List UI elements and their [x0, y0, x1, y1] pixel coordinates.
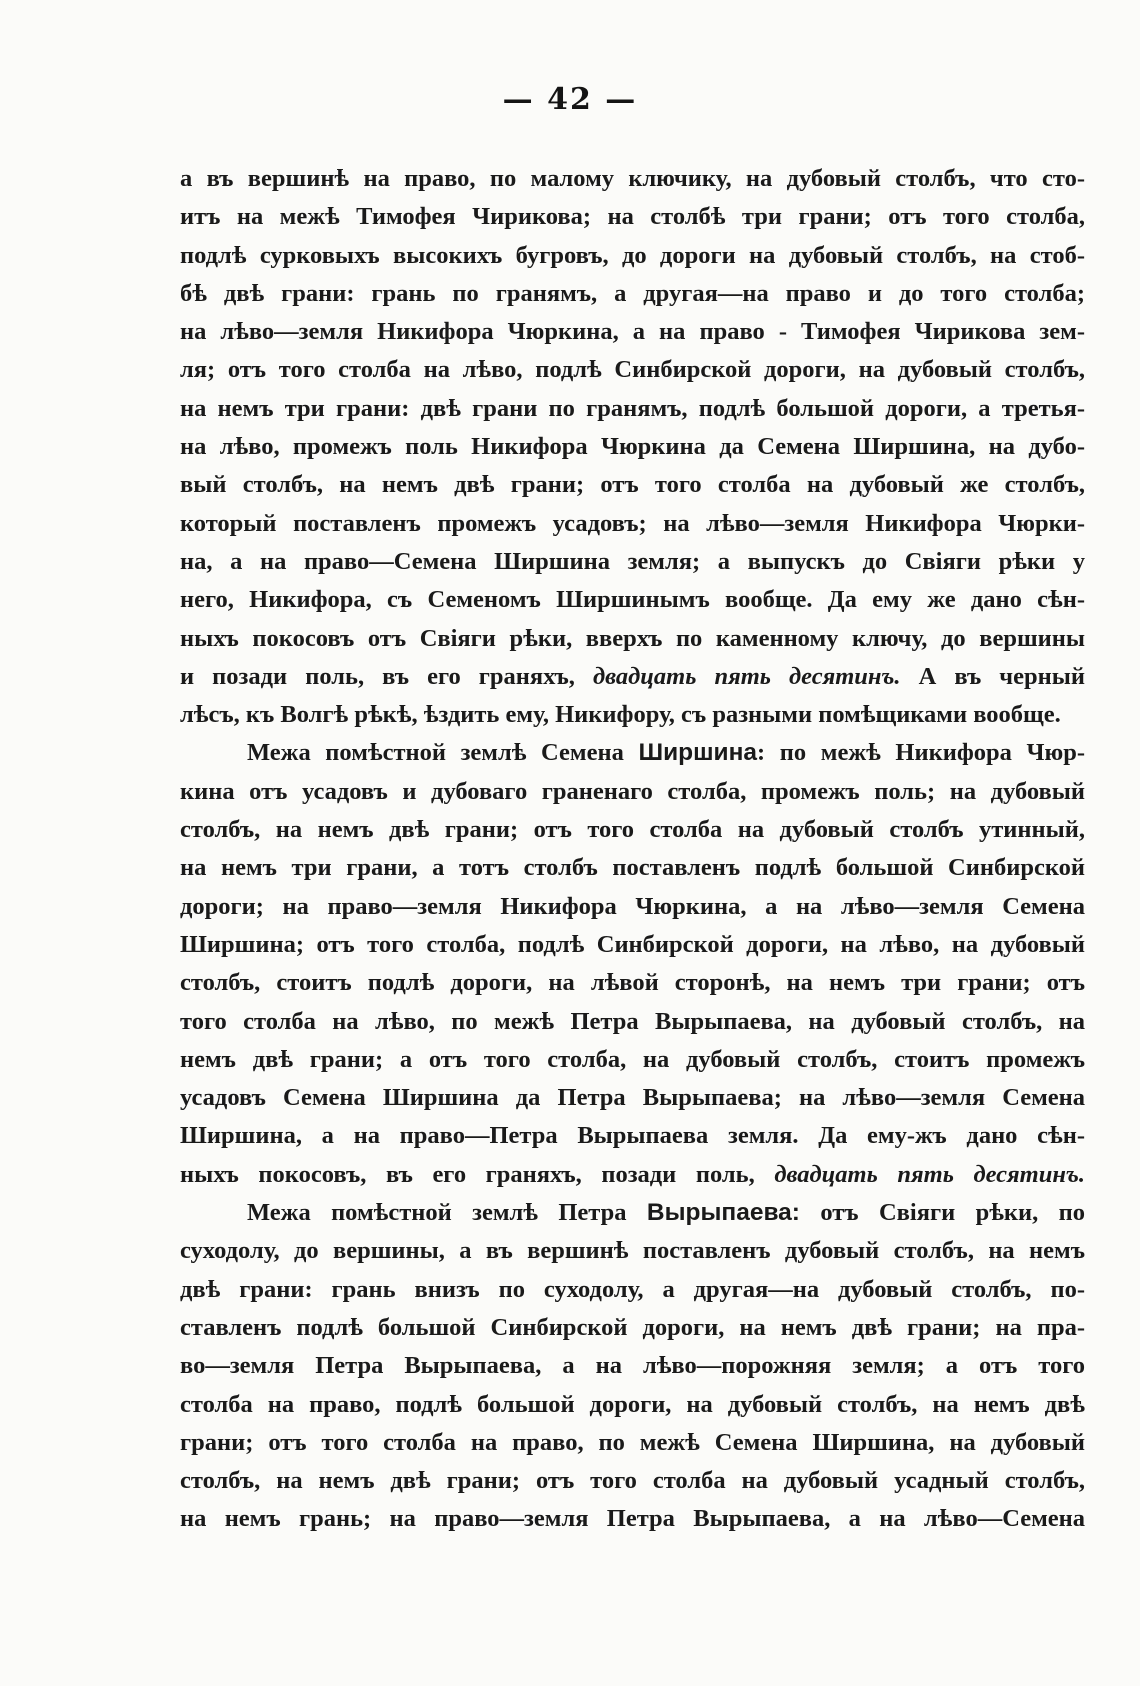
text-line — [180, 160, 1085, 198]
text-segment: на немъ три грани: двѣ грани по гранямъ, подлѣ большой дороги, а третья- — [180, 394, 1085, 422]
text-segment: столбъ, на немъ двѣ грани; отъ того столба на дубовый усадный столбъ, — [180, 1467, 1085, 1495]
text-line — [180, 1003, 1085, 1041]
text-line — [180, 1194, 1085, 1232]
page-number: — 42 — — [502, 82, 638, 117]
text-line — [180, 1500, 1085, 1538]
text-segment: столбъ, стоитъ подлѣ дороги, на лѣвой сторонѣ, на немъ три грани; отъ — [180, 969, 1085, 997]
surname-heading: Ширшина — [638, 739, 758, 767]
text-segment: ставленъ подлѣ большой Синбирской дороги, на немъ двѣ грани; на пра- — [180, 1313, 1085, 1341]
text-segment: на лѣво, промежъ поль Никифора Чюркина да Семена Ширшина, на дубо- — [180, 433, 1085, 461]
text-segment: немъ двѣ грани; а отъ того столба, на дубовый столбъ, стоитъ промежъ — [180, 1045, 1085, 1073]
text-segment: столба на право, подлѣ большой дороги, на дубовый столбъ, на немъ двѣ — [180, 1390, 1085, 1418]
text-line — [180, 275, 1085, 313]
text-line — [180, 926, 1085, 964]
text-line — [180, 1271, 1085, 1309]
text-line — [180, 811, 1085, 849]
text-segment: Межа помѣстной землѣ Семена — [247, 739, 639, 767]
text-line — [180, 1347, 1085, 1385]
text-segment: того столба на лѣво, по межѣ Петра Вырыпаева, на дубовый столбъ, на — [180, 1007, 1085, 1035]
text-segment: : по межѣ Никифора Чюр- — [757, 739, 1085, 767]
text-line — [180, 390, 1085, 428]
text-segment: двѣ грани: грань внизъ по суходолу, а другая—на дубовый столбъ, по- — [180, 1275, 1085, 1303]
body-text — [180, 160, 1085, 1539]
text-line — [180, 505, 1085, 543]
text-segment: дороги; на право—земля Никифора Чюркина, а на лѣво—земля Семена — [180, 892, 1085, 920]
text-segment: него, Никифора, съ Семеномъ Ширшинымъ вообще. Да ему же дано сѣн- — [180, 586, 1085, 614]
text-segment: усадовъ Семена Ширшина да Петра Вырыпаева; на лѣво—земля Семена — [180, 1084, 1085, 1112]
text-line — [180, 1386, 1085, 1424]
text-segment: лѣсъ, къ Волгѣ рѣкѣ, ѣздить ему, Никифору, съ разными помѣщиками вообще. — [180, 701, 1061, 729]
text-line — [180, 964, 1085, 1002]
text-line — [180, 1041, 1085, 1079]
text-line — [180, 198, 1085, 236]
text-line — [180, 734, 1085, 772]
text-line — [180, 313, 1085, 351]
text-segment: ныхъ покосовъ отъ Свіяги рѣки, вверхъ по каменному ключу, до вершины — [180, 624, 1085, 652]
text-line — [180, 1079, 1085, 1117]
text-segment: на немъ грань; на право—земля Петра Вырыпаева, а на лѣво—Семена — [180, 1505, 1085, 1533]
text-segment: ля; отъ того столба на лѣво, подлѣ Синбирской дороги, на дубовый столбъ, — [180, 356, 1085, 384]
text-segment: Ширшина, а на право—Петра Вырыпаева земля. Да ему-жъ дано сѣн- — [180, 1122, 1085, 1150]
text-segment: Ширшина; отъ того столба, подлѣ Синбирской дороги, на лѣво, на дубовый — [180, 930, 1085, 958]
text-segment: бѣ двѣ грани: грань по гранямъ, а другая—на право и до того столба; — [180, 279, 1085, 307]
text-segment: столбъ, на немъ двѣ грани; отъ того столба на дубовый столбъ утинный, — [180, 816, 1085, 844]
text-segment: Межа помѣстной землѣ Петра — [247, 1199, 647, 1227]
text-segment: кина отъ усадовъ и дубоваго граненаго столба, промежъ поль; на дубовый — [180, 777, 1085, 805]
text-segment: итъ на межѣ Тимофея Чирикова; на столбѣ три грани; отъ того столба, — [180, 203, 1085, 231]
text-line — [180, 773, 1085, 811]
text-line — [180, 1309, 1085, 1347]
text-line — [180, 543, 1085, 581]
text-line — [180, 1462, 1085, 1500]
text-segment: вый столбъ, на немъ двѣ грани; отъ того столба на дубовый же столбъ, — [180, 471, 1085, 499]
text-segment: во—земля Петра Вырыпаева, а на лѣво—порожняя земля; а отъ того — [180, 1352, 1085, 1380]
text-line — [180, 620, 1085, 658]
text-line — [180, 849, 1085, 887]
text-segment: А въ черный — [900, 662, 1085, 690]
text-line — [180, 1424, 1085, 1462]
text-segment: на лѣво—земля Никифора Чюркина, а на право - Тимофея Чирикова зем- — [180, 318, 1085, 346]
text-segment: а въ вершинѣ на право, по малому ключику, на дубовый столбъ, что сто- — [180, 165, 1085, 192]
text-segment: отъ Свіяги рѣки, по — [799, 1199, 1085, 1227]
text-segment: подлѣ сурковыхъ высокихъ бугровъ, до дороги на дубовый столбъ, на стоб- — [180, 241, 1085, 269]
text-line — [180, 1117, 1085, 1155]
text-segment: ныхъ покосовъ, въ его граняхъ, позади поль, — [180, 1160, 775, 1188]
text-line — [180, 237, 1085, 275]
italic-phrase: двадцать пять десятинъ. — [774, 1160, 1085, 1188]
text-line — [180, 466, 1085, 504]
text-segment: грани; отъ того столба на право, по межѣ Семена Ширшина, на дубовый — [180, 1428, 1085, 1456]
text-line — [180, 1156, 1085, 1194]
text-line — [180, 1232, 1085, 1270]
text-segment: суходолу, до вершины, а въ вершинѣ поставленъ дубовый столбъ, на немъ — [180, 1237, 1085, 1265]
text-segment: на, а на право—Семена Ширшина земля; а выпускъ до Свіяги рѣки у — [180, 547, 1085, 575]
text-line — [180, 696, 1085, 734]
italic-phrase: двадцать пять десятинъ. — [592, 662, 901, 690]
text-line — [180, 351, 1085, 389]
text-segment: который поставленъ промежъ усадовъ; на лѣво—земля Никифора Чюрки- — [180, 509, 1085, 537]
text-line — [180, 428, 1085, 466]
text-segment: и позади поль, въ его граняхъ, — [180, 662, 593, 690]
text-segment: на немъ три грани, а тотъ столбъ поставленъ подлѣ большой Синбирской — [180, 854, 1085, 882]
text-line — [180, 888, 1085, 926]
text-line — [180, 581, 1085, 619]
text-line — [180, 658, 1085, 696]
surname-heading: Вырыпаева: — [646, 1199, 800, 1227]
